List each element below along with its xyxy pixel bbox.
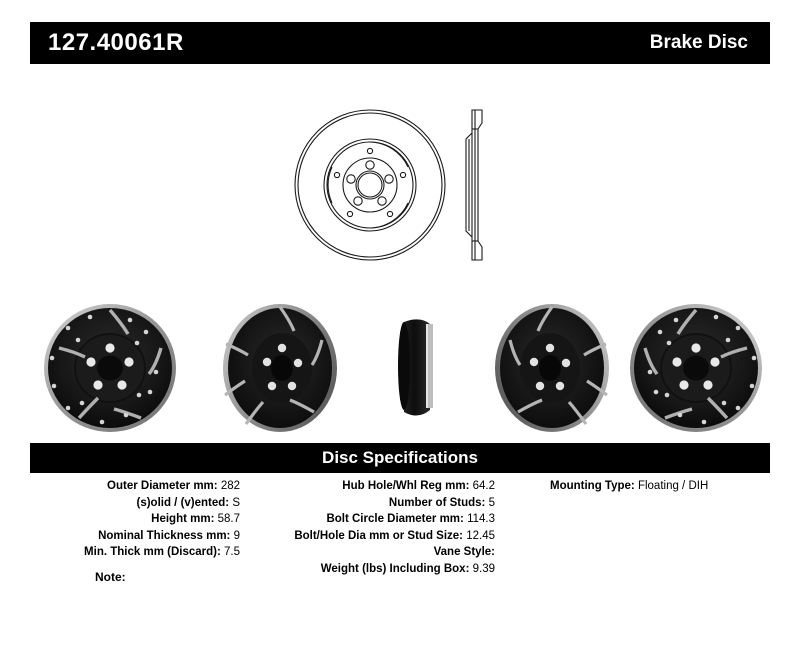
spec-label: Min. Thick mm (Discard):	[84, 546, 221, 558]
spec-label: Hub Hole/Whl Reg mm:	[342, 480, 470, 492]
spec-row-min-thickness	[30, 544, 240, 561]
spec-label: Mounting Type:	[550, 480, 635, 492]
spec-row-bolt-circle-diameter	[255, 511, 495, 528]
header-bar	[30, 22, 770, 64]
spec-value: 58.7	[217, 513, 240, 525]
rotor-image-row	[30, 300, 770, 435]
spec-row-height	[30, 511, 240, 528]
spec-label: Vane Style:	[433, 546, 495, 558]
rotor-edge-view	[382, 300, 452, 440]
rotor-slotted-angled-left	[210, 300, 350, 440]
spec-row-solid-vented	[30, 495, 240, 512]
spec-row-mounting-type	[550, 478, 770, 495]
spec-column-right	[550, 478, 770, 495]
note-label: Note:	[95, 570, 126, 584]
spec-row-bolt-hole-dia	[255, 528, 495, 545]
rotor-face-line-drawing	[290, 95, 520, 275]
spec-value: 12.45	[466, 529, 495, 542]
spec-value: 5	[488, 496, 495, 509]
note-field	[95, 570, 126, 584]
spec-value: 9	[233, 529, 240, 542]
spec-value: 114.3	[467, 513, 495, 525]
rotor-drilled-slotted-front-left	[38, 300, 188, 440]
spec-label: Weight (lbs) Including Box:	[320, 562, 470, 575]
disc-specifications-title-bar	[30, 443, 770, 473]
rotor-edge-line-drawing	[466, 110, 482, 260]
spec-label: Height mm:	[151, 513, 215, 525]
spec-row-nominal-thickness	[30, 528, 240, 545]
spec-label: Outer Diameter mm:	[107, 480, 218, 492]
rotor-slotted-angled-right	[482, 300, 622, 440]
disc-specifications-title: Disc Specifications	[322, 448, 478, 467]
spec-value: 282	[220, 480, 240, 492]
spec-label: Number of Studs:	[388, 496, 486, 509]
spec-value: 64.2	[472, 480, 495, 492]
spec-value: 7.5	[224, 546, 240, 558]
spec-row-outer-diameter	[30, 478, 240, 495]
spec-label: Nominal Thickness mm:	[98, 529, 231, 542]
spec-row-vane-style	[255, 544, 495, 561]
specifications-columns	[30, 478, 770, 578]
spec-value: 9.39	[472, 562, 495, 575]
spec-column-left	[30, 478, 240, 561]
spec-value: S	[232, 496, 240, 509]
spec-row-number-of-studs	[255, 495, 495, 512]
top-line-drawing-group	[290, 95, 520, 275]
rotor-drilled-slotted-front-right	[620, 300, 770, 440]
spec-column-middle	[255, 478, 495, 577]
spec-row-hub-hole	[255, 478, 495, 495]
spec-label: (s)olid / (v)ented:	[136, 496, 230, 509]
part-number: 127.40061R	[48, 29, 184, 56]
spec-row-weight	[255, 561, 495, 578]
spec-value: Floating / DIH	[637, 480, 709, 492]
spec-label: Bolt/Hole Dia mm or Stud Size:	[294, 529, 464, 542]
spec-label: Bolt Circle Diameter mm:	[326, 513, 464, 525]
product-type: Brake Disc	[649, 32, 748, 53]
